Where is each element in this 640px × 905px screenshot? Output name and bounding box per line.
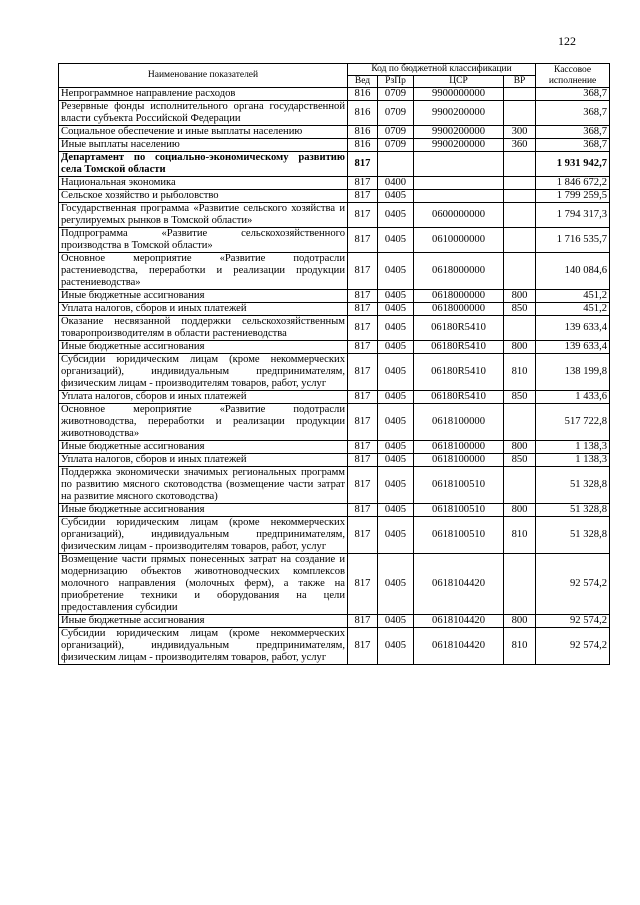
row-rzpr: 0405 [378, 341, 414, 354]
row-rzpr: 0405 [378, 391, 414, 404]
header-vr: ВР [504, 76, 536, 88]
row-rzpr: 0405 [378, 454, 414, 467]
budget-execution-table [58, 63, 610, 665]
table-row [59, 253, 610, 290]
row-rzpr: 0405 [378, 467, 414, 504]
row-rzpr: 0405 [378, 316, 414, 341]
row-amount: 1 138,3 [536, 441, 610, 454]
row-name: Иные бюджетные ассигнования [59, 504, 348, 517]
table-row [59, 504, 610, 517]
row-name: Сельское хозяйство и рыболовство [59, 190, 348, 203]
row-rzpr: 0405 [378, 554, 414, 615]
row-name: Государственная программа «Развитие сельского хозяйства и регулируемых рынков в Томской области» [59, 203, 348, 228]
row-name: Социальное обеспечение и иные выплаты населению [59, 126, 348, 139]
row-name: Национальная экономика [59, 177, 348, 190]
row-csr: 0600000000 [414, 203, 504, 228]
table-row [59, 341, 610, 354]
table-row [59, 467, 610, 504]
row-csr: 0618100510 [414, 467, 504, 504]
row-name: Департамент по социально-экономическому развитию села Томской области [59, 152, 348, 177]
row-csr: 0618000000 [414, 290, 504, 303]
row-csr: 0618100000 [414, 404, 504, 441]
row-amount: 92 574,2 [536, 554, 610, 615]
row-ved: 817 [348, 253, 378, 290]
row-name: Поддержка экономически значимых региональных программ по развитию мясного скотоводства (возмещение части затрат на развитие мясного скотоводства) [59, 467, 348, 504]
table-row [59, 615, 610, 628]
table-row [59, 441, 610, 454]
row-rzpr: 0405 [378, 303, 414, 316]
header-csr: ЦСР [414, 76, 504, 88]
row-csr [414, 152, 504, 177]
row-vr [504, 177, 536, 190]
row-vr [504, 467, 536, 504]
row-vr: 810 [504, 354, 536, 391]
row-ved: 817 [348, 152, 378, 177]
row-rzpr [378, 152, 414, 177]
row-rzpr: 0709 [378, 88, 414, 101]
row-csr: 06180R5410 [414, 316, 504, 341]
table-row [59, 126, 610, 139]
row-name: Основное мероприятие «Развитие подотрасли животноводства, переработки и реализации продукции животноводства» [59, 404, 348, 441]
table-row [59, 177, 610, 190]
row-amount: 451,2 [536, 303, 610, 316]
table-row [59, 152, 610, 177]
table-row [59, 628, 610, 665]
row-csr: 06180R5410 [414, 354, 504, 391]
row-rzpr: 0709 [378, 101, 414, 126]
page-number: 122 [558, 34, 576, 48]
row-csr: 0618104420 [414, 615, 504, 628]
row-vr: 800 [504, 615, 536, 628]
row-name: Субсидии юридическим лицам (кроме некоммерческих организаций), индивидуальным предпринимателям, физическим лицам - производителям товаров, работ, услуг [59, 628, 348, 665]
table-row [59, 391, 610, 404]
row-ved: 817 [348, 303, 378, 316]
row-rzpr: 0405 [378, 290, 414, 303]
row-ved: 817 [348, 454, 378, 467]
row-rzpr: 0405 [378, 228, 414, 253]
row-ved: 817 [348, 467, 378, 504]
table-row [59, 303, 610, 316]
row-amount: 517 722,8 [536, 404, 610, 441]
row-name: Непрограммное направление расходов [59, 88, 348, 101]
header-row [59, 64, 610, 76]
row-rzpr: 0709 [378, 126, 414, 139]
row-name: Возмещение части прямых понесенных затрат на создание и модернизацию объектов животноводческих комплексов молочного направления (молочных ферм), а также на приобретение техники и оборудования на цели предоставления субсидии [59, 554, 348, 615]
row-csr: 06180R5410 [414, 341, 504, 354]
row-name: Иные бюджетные ассигнования [59, 341, 348, 354]
row-amount: 368,7 [536, 139, 610, 152]
row-name: Основное мероприятие «Развитие подотрасли растениеводства, переработки и реализации продукции растениеводства» [59, 253, 348, 290]
row-vr: 800 [504, 341, 536, 354]
row-ved: 817 [348, 354, 378, 391]
row-name: Субсидии юридическим лицам (кроме некоммерческих организаций), индивидуальным предпринимателям, физическим лицам - производителям товаров, работ, услуг [59, 517, 348, 554]
row-ved: 817 [348, 504, 378, 517]
row-amount: 368,7 [536, 88, 610, 101]
row-amount: 1 433,6 [536, 391, 610, 404]
row-amount: 138 199,8 [536, 354, 610, 391]
row-amount: 51 328,8 [536, 517, 610, 554]
row-csr: 0618104420 [414, 554, 504, 615]
row-vr: 360 [504, 139, 536, 152]
row-vr: 850 [504, 303, 536, 316]
table-row [59, 139, 610, 152]
row-rzpr: 0405 [378, 203, 414, 228]
row-rzpr: 0405 [378, 404, 414, 441]
row-rzpr: 0709 [378, 139, 414, 152]
row-vr [504, 203, 536, 228]
row-ved: 816 [348, 126, 378, 139]
row-name: Резервные фонды исполнительного органа государственной власти субъекта Российской Федерации [59, 101, 348, 126]
table-row [59, 354, 610, 391]
row-csr: 0618104420 [414, 628, 504, 665]
row-amount: 140 084,6 [536, 253, 610, 290]
row-amount: 1 716 535,7 [536, 228, 610, 253]
row-ved: 817 [348, 628, 378, 665]
row-csr: 9900200000 [414, 101, 504, 126]
table-row [59, 190, 610, 203]
row-ved: 817 [348, 554, 378, 615]
row-ved: 817 [348, 228, 378, 253]
row-vr: 800 [504, 504, 536, 517]
row-csr [414, 190, 504, 203]
row-csr: 0610000000 [414, 228, 504, 253]
row-vr [504, 228, 536, 253]
table-row [59, 290, 610, 303]
table-row [59, 404, 610, 441]
row-csr: 0618100510 [414, 504, 504, 517]
header-ved: Вед [348, 76, 378, 88]
row-name: Уплата налогов, сборов и иных платежей [59, 303, 348, 316]
table-row [59, 554, 610, 615]
row-vr [504, 152, 536, 177]
row-ved: 816 [348, 101, 378, 126]
row-amount: 1 794 317,3 [536, 203, 610, 228]
row-amount: 51 328,8 [536, 504, 610, 517]
row-vr: 800 [504, 290, 536, 303]
header-code-group: Код по бюджетной классификации [348, 64, 536, 76]
row-vr: 810 [504, 517, 536, 554]
row-ved: 817 [348, 341, 378, 354]
row-csr: 9900200000 [414, 139, 504, 152]
row-amount: 92 574,2 [536, 628, 610, 665]
row-ved: 817 [348, 391, 378, 404]
row-vr [504, 190, 536, 203]
row-vr [504, 316, 536, 341]
row-amount: 368,7 [536, 101, 610, 126]
table-body [59, 88, 610, 665]
table-row [59, 454, 610, 467]
row-rzpr: 0405 [378, 615, 414, 628]
table-row [59, 517, 610, 554]
header-amount: Кассовое исполнение [536, 64, 610, 88]
table-row [59, 203, 610, 228]
row-vr: 850 [504, 391, 536, 404]
row-name: Подпрограмма «Развитие сельскохозяйственного производства в Томской области» [59, 228, 348, 253]
header-rzpr: РзПр [378, 76, 414, 88]
row-vr: 800 [504, 441, 536, 454]
row-amount: 1 846 672,2 [536, 177, 610, 190]
row-ved: 817 [348, 190, 378, 203]
row-ved: 817 [348, 177, 378, 190]
row-ved: 817 [348, 404, 378, 441]
row-ved: 817 [348, 517, 378, 554]
row-name: Иные бюджетные ассигнования [59, 290, 348, 303]
row-csr: 0618100000 [414, 441, 504, 454]
row-amount: 451,2 [536, 290, 610, 303]
row-csr: 0618100510 [414, 517, 504, 554]
row-vr [504, 554, 536, 615]
row-ved: 817 [348, 316, 378, 341]
row-vr: 810 [504, 628, 536, 665]
row-vr: 850 [504, 454, 536, 467]
row-amount: 1 931 942,7 [536, 152, 610, 177]
row-rzpr: 0400 [378, 177, 414, 190]
row-name: Иные бюджетные ассигнования [59, 441, 348, 454]
row-vr [504, 253, 536, 290]
row-vr [504, 88, 536, 101]
table-row [59, 101, 610, 126]
row-name: Иные бюджетные ассигнования [59, 615, 348, 628]
row-name: Иные выплаты населению [59, 139, 348, 152]
row-csr: 0618000000 [414, 303, 504, 316]
row-csr [414, 177, 504, 190]
row-csr: 9900000000 [414, 88, 504, 101]
header-name: Наименование показателей [59, 64, 348, 88]
row-csr: 0618000000 [414, 253, 504, 290]
table-row [59, 88, 610, 101]
row-ved: 817 [348, 290, 378, 303]
row-ved: 816 [348, 139, 378, 152]
row-amount: 368,7 [536, 126, 610, 139]
row-amount: 92 574,2 [536, 615, 610, 628]
row-vr [504, 101, 536, 126]
row-ved: 816 [348, 88, 378, 101]
row-amount: 139 633,4 [536, 316, 610, 341]
row-rzpr: 0405 [378, 517, 414, 554]
row-rzpr: 0405 [378, 504, 414, 517]
row-name: Оказание несвязанной поддержки сельскохозяйственным товаропроизводителям в области растениеводства [59, 316, 348, 341]
row-ved: 817 [348, 441, 378, 454]
row-name: Уплата налогов, сборов и иных платежей [59, 391, 348, 404]
row-vr [504, 404, 536, 441]
table-row [59, 228, 610, 253]
row-amount: 1 799 259,5 [536, 190, 610, 203]
row-amount: 1 138,3 [536, 454, 610, 467]
row-ved: 817 [348, 203, 378, 228]
row-rzpr: 0405 [378, 253, 414, 290]
row-amount: 139 633,4 [536, 341, 610, 354]
row-name: Уплата налогов, сборов и иных платежей [59, 454, 348, 467]
row-ved: 817 [348, 615, 378, 628]
row-rzpr: 0405 [378, 628, 414, 665]
row-csr: 0618100000 [414, 454, 504, 467]
table-row [59, 316, 610, 341]
row-rzpr: 0405 [378, 190, 414, 203]
row-csr: 9900200000 [414, 126, 504, 139]
row-vr: 300 [504, 126, 536, 139]
row-name: Субсидии юридическим лицам (кроме некоммерческих организаций), индивидуальным предпринимателям, физическим лицам - производителям товаров, работ, услуг [59, 354, 348, 391]
row-csr: 06180R5410 [414, 391, 504, 404]
row-rzpr: 0405 [378, 441, 414, 454]
row-amount: 51 328,8 [536, 467, 610, 504]
row-rzpr: 0405 [378, 354, 414, 391]
